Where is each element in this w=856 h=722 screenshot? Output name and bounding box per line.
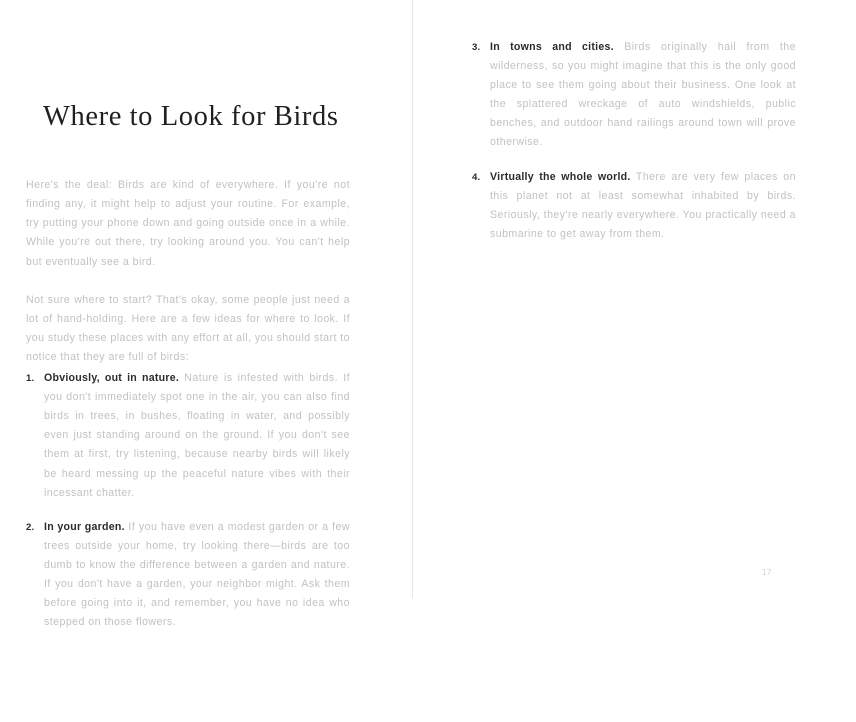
list-item-lead: In your garden. [44,520,125,533]
left-text-column [26,0,350,632]
list-item-text: If you have even a modest garden or a few trees outside your home, try looking there—birds are too dumb to know the difference between a garden and nature. If you don't have a garden, your neighbor might. Ask them before going into it, and remember, you have no idea who stepped on those flowers. [44,520,350,629]
list-item-lead: Virtually the whole world. [490,170,631,183]
left-intro-paragraphs [26,176,350,367]
list-item-lead: In towns and cities. [490,41,614,53]
list-item [472,38,796,153]
paragraph: Here's the deal: Birds are kind of everywhere. If you're not finding any, it might help to adjust your routine. For example, try putting your phone down and going outside once in a while. While you're out there, try looking around you. You can't help but eventually see a bird. [26,179,350,268]
right-text-column [472,0,796,577]
page-title: Where to Look for Birds [43,101,339,132]
list-item-number: 1. [26,373,35,385]
list-item-text: Birds originally hail from the wilderness, so you might imagine that this is the only good place to see them going about their business. One look at the splattered wreckage of auto windshields, public benches, and outdoor hand railings around town will prove otherwise. [490,41,796,149]
idea-list [26,369,350,632]
idea-list [472,38,796,244]
left-list-block [26,369,350,632]
list-item [472,168,796,244]
list-item-text: Nature is infested with birds. If you don't immediately spot one in the air, you can also find birds in trees, in bushes, floating in water, and possibly even just standing around on the ground. If you don't see them at first, try listening, because nearby birds will likely be heard messing up the peaceful nature vibes with their incessant chatter. [44,372,350,499]
list-item [26,369,350,503]
list-item [26,518,350,633]
list-item-lead: Obviously, out in nature. [44,372,180,385]
left-page [0,0,412,722]
right-page [412,0,856,722]
right-list-block [472,0,796,244]
list-item-text: There are very few places on this planet not at least somewhat inhabited by birds. Seriously, they're nearly everywhere. You practically need a submarine to get away from them. [490,170,796,240]
list-item-number: 3. [472,42,481,53]
paragraph: Not sure where to start? That's okay, some people just need a lot of hand-holding. Here are a few ideas for where to look. If you study these places with any effort at all, you should start to notice that they are full of birds: [26,293,350,363]
list-item-number: 4. [472,171,481,183]
page-number: 17 [762,568,772,577]
list-item-number: 2. [26,521,35,533]
